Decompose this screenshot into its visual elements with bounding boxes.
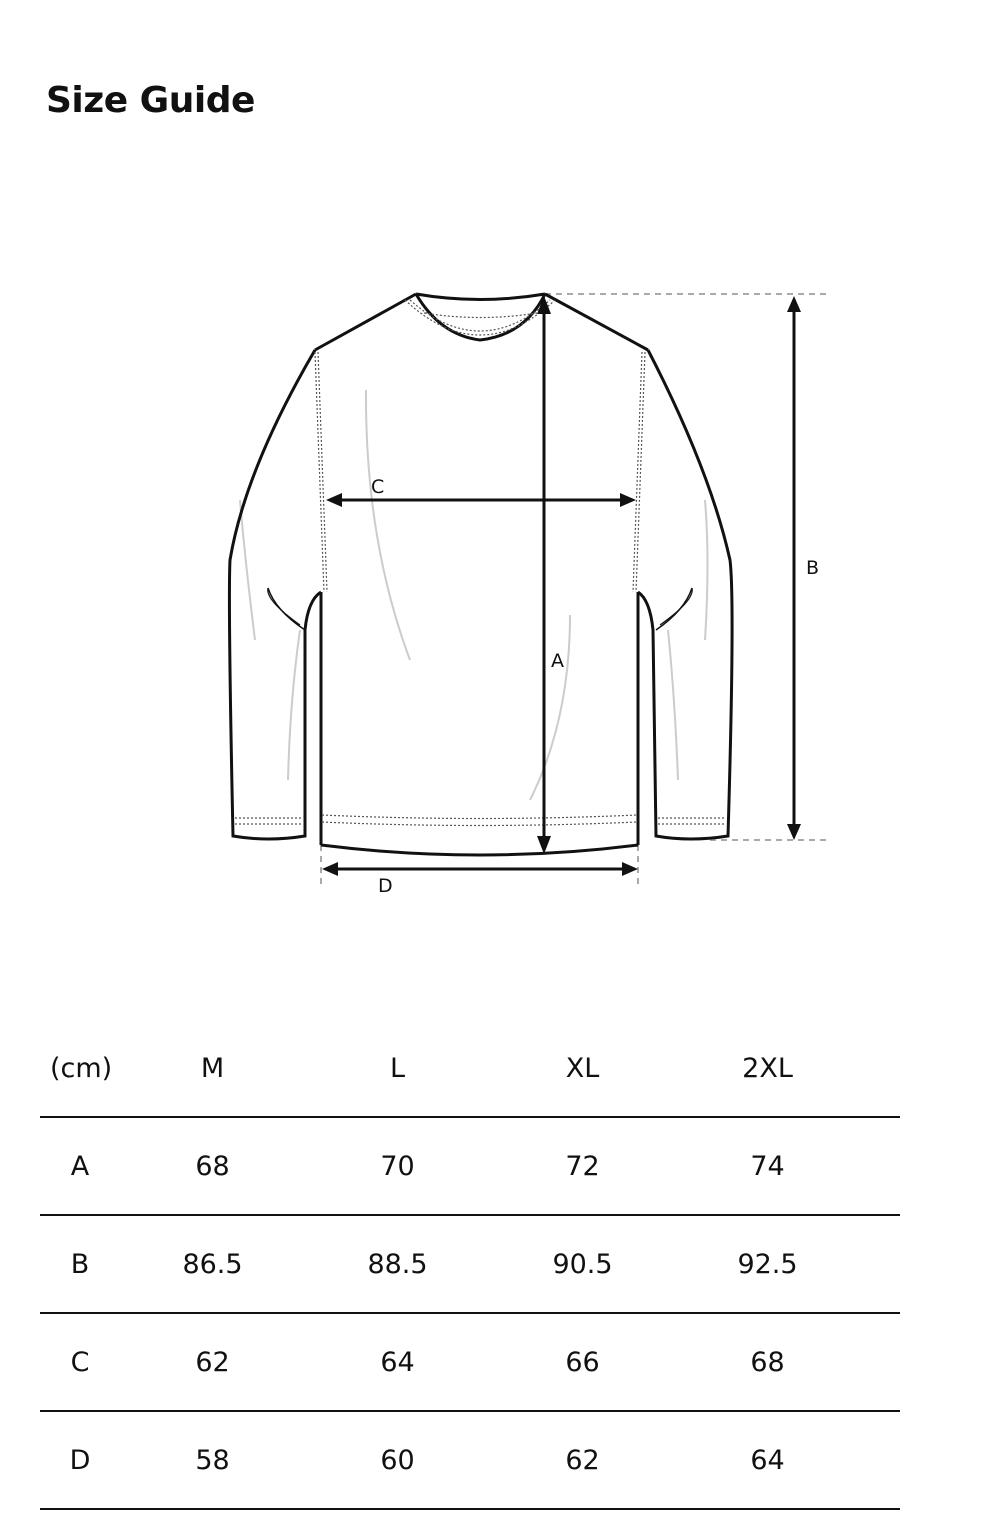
table-row (40, 1216, 900, 1314)
table-cell: 60 (380, 1444, 415, 1476)
table-row (40, 1314, 900, 1412)
table-cell: 92.5 (737, 1248, 798, 1280)
table-row (40, 1412, 900, 1510)
table-cell: 58 (195, 1444, 230, 1476)
shirt-outline (229, 294, 732, 855)
table-cell: 62 (195, 1346, 230, 1378)
unit-label: (cm) (50, 1052, 113, 1084)
table-header-row (40, 1020, 900, 1118)
row-label: B (70, 1248, 90, 1280)
table-cell: 70 (380, 1150, 415, 1182)
table-cell: 86.5 (182, 1248, 243, 1280)
page-title: Size Guide (46, 80, 255, 121)
table-cell: 64 (750, 1444, 785, 1476)
size-table (40, 1020, 900, 1510)
label-b: B (806, 557, 820, 579)
table-cell: 62 (565, 1444, 600, 1476)
label-a: A (551, 650, 564, 672)
size-header-2xl: 2XL (742, 1052, 793, 1084)
row-label: C (70, 1346, 90, 1378)
label-c: C (371, 476, 385, 498)
table-cell: 66 (565, 1346, 600, 1378)
table-cell: 64 (380, 1346, 415, 1378)
size-header-m: M (200, 1052, 225, 1084)
table-row (40, 1118, 900, 1216)
table-cell: 72 (565, 1150, 600, 1182)
table-cell: 88.5 (367, 1248, 428, 1280)
table-cell: 68 (750, 1346, 785, 1378)
row-label: A (70, 1150, 90, 1182)
size-header-l: L (389, 1052, 406, 1084)
measurement-arrows (336, 310, 794, 869)
guide-lines (321, 294, 830, 885)
table-cell: 90.5 (552, 1248, 613, 1280)
table-cell: 68 (195, 1150, 230, 1182)
row-label: D (69, 1444, 91, 1476)
size-header-xl: XL (565, 1052, 600, 1084)
label-d: D (378, 875, 393, 897)
table-cell: 74 (750, 1150, 785, 1182)
stitch-lines (235, 300, 725, 826)
